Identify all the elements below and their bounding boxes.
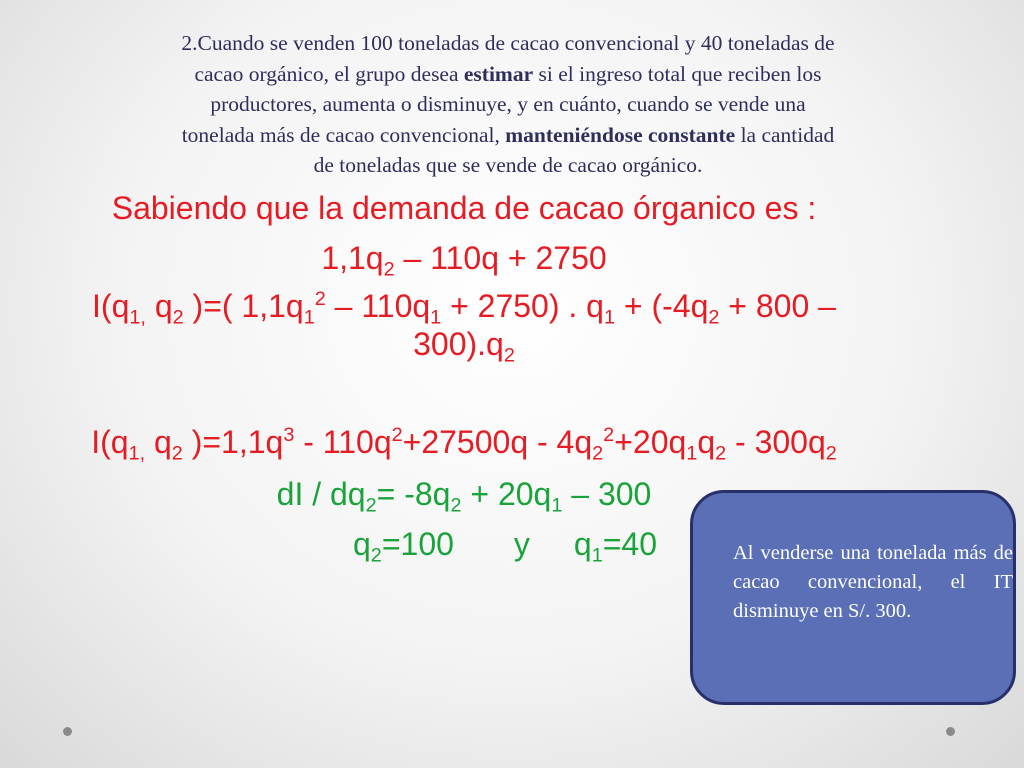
formula-superscript: 2 — [603, 424, 615, 447]
formula-part: +27500q - 4q — [402, 424, 593, 460]
formula-subscript: 1 — [551, 494, 563, 517]
slide-corner-dot-left — [63, 727, 72, 736]
formula-subscript: 1, — [129, 306, 146, 329]
formula-subscript: 2 — [172, 306, 184, 329]
formula-part: I(q — [92, 288, 130, 324]
formula-part: q — [145, 288, 173, 324]
formula-subscript: 2 — [592, 442, 604, 465]
formula-subscript: 2 — [715, 442, 727, 465]
formula-part: y — [513, 526, 530, 562]
income-formula-line-1 — [0, 288, 928, 329]
problem-text: cacao orgánico, el grupo desea — [194, 61, 464, 86]
slide-corner-dot-right — [946, 727, 955, 736]
demand-heading: Sabiendo que la demanda de cacao órganico es : — [111, 190, 817, 226]
formula-superscript: 2 — [391, 424, 403, 447]
formula-part: 300).q — [413, 326, 504, 362]
formula-subscript: 1 — [686, 442, 698, 465]
formula-superscript: 3 — [283, 424, 295, 447]
formula-part: + 800 – — [719, 288, 836, 324]
formula-subscript: 2 — [365, 494, 377, 517]
formula-subscript: 2 — [825, 442, 837, 465]
problem-text: tonelada más de cacao convencional, — [181, 122, 506, 147]
formula-part: =40 — [602, 526, 658, 562]
problem-text: la cantidad — [735, 122, 835, 147]
formula-part: + 2750) . q — [441, 288, 604, 324]
problem-line-5: de toneladas que se vende de cacao orgánico. — [313, 153, 703, 177]
formula-part: - 300q — [726, 424, 826, 460]
values-line — [353, 526, 657, 567]
formula-part: q — [573, 526, 592, 562]
formula-part: + (-4q — [615, 288, 709, 324]
formula-subscript: 2 — [171, 442, 183, 465]
formula-subscript: 1 — [591, 544, 603, 567]
formula-subscript: 2 — [383, 258, 395, 281]
formula-part: – 110q — [325, 288, 431, 324]
formula-subscript: 1 — [430, 306, 442, 329]
problem-line-3: productores, aumenta o disminuye, y en cuánto, cuando se vende una — [210, 92, 806, 116]
formula-subscript: 2 — [503, 344, 515, 367]
demand-formula — [0, 240, 928, 281]
problem-line-4 — [8, 120, 1008, 151]
formula-part: )=1,1q — [182, 424, 284, 460]
formula-subscript: 1, — [128, 442, 146, 465]
formula-superscript: 2 — [314, 288, 326, 311]
problem-statement — [8, 28, 1008, 181]
formula-part: 1,1q — [321, 240, 384, 276]
formula-subscript: 2 — [708, 306, 720, 329]
formula-part: +20q — [614, 424, 687, 460]
formula-subscript: 2 — [450, 494, 462, 517]
formula-subscript: 2 — [370, 544, 382, 567]
problem-text: si el ingreso total que reciben los — [533, 61, 822, 86]
problem-line-2 — [8, 59, 1008, 90]
formula-part: + 20q — [461, 476, 552, 512]
formula-part: - 110q — [294, 424, 392, 460]
problem-line-1: 2.Cuando se venden 100 toneladas de cacao convencional y 40 toneladas de — [181, 31, 835, 55]
formula-subscript: 1 — [603, 306, 615, 329]
formula-part: q — [697, 424, 716, 460]
income-expanded-formula — [0, 424, 928, 465]
problem-emphasis-estimar: estimar — [463, 61, 534, 86]
income-formula-line-2 — [0, 326, 928, 367]
formula-part: = -8q — [376, 476, 451, 512]
conclusion-callout — [690, 490, 1016, 705]
problem-emphasis-constante: manteniéndose constante — [505, 122, 736, 147]
formula-part: I(q — [91, 424, 129, 460]
formula-part: dI / dq — [276, 476, 366, 512]
formula-part: – 300 — [562, 476, 652, 512]
formula-part: )=( 1,1q — [183, 288, 304, 324]
formula-part: q — [145, 424, 172, 460]
formula-subscript: 1 — [303, 306, 315, 329]
callout-text: Al venderse una tonelada más de cacao convencional, el IT disminuye en S/. 300. — [733, 542, 1013, 622]
formula-part: – 110q + 2750 — [394, 240, 607, 276]
formula-part: =100 — [381, 526, 454, 562]
formula-part: q — [353, 526, 371, 562]
